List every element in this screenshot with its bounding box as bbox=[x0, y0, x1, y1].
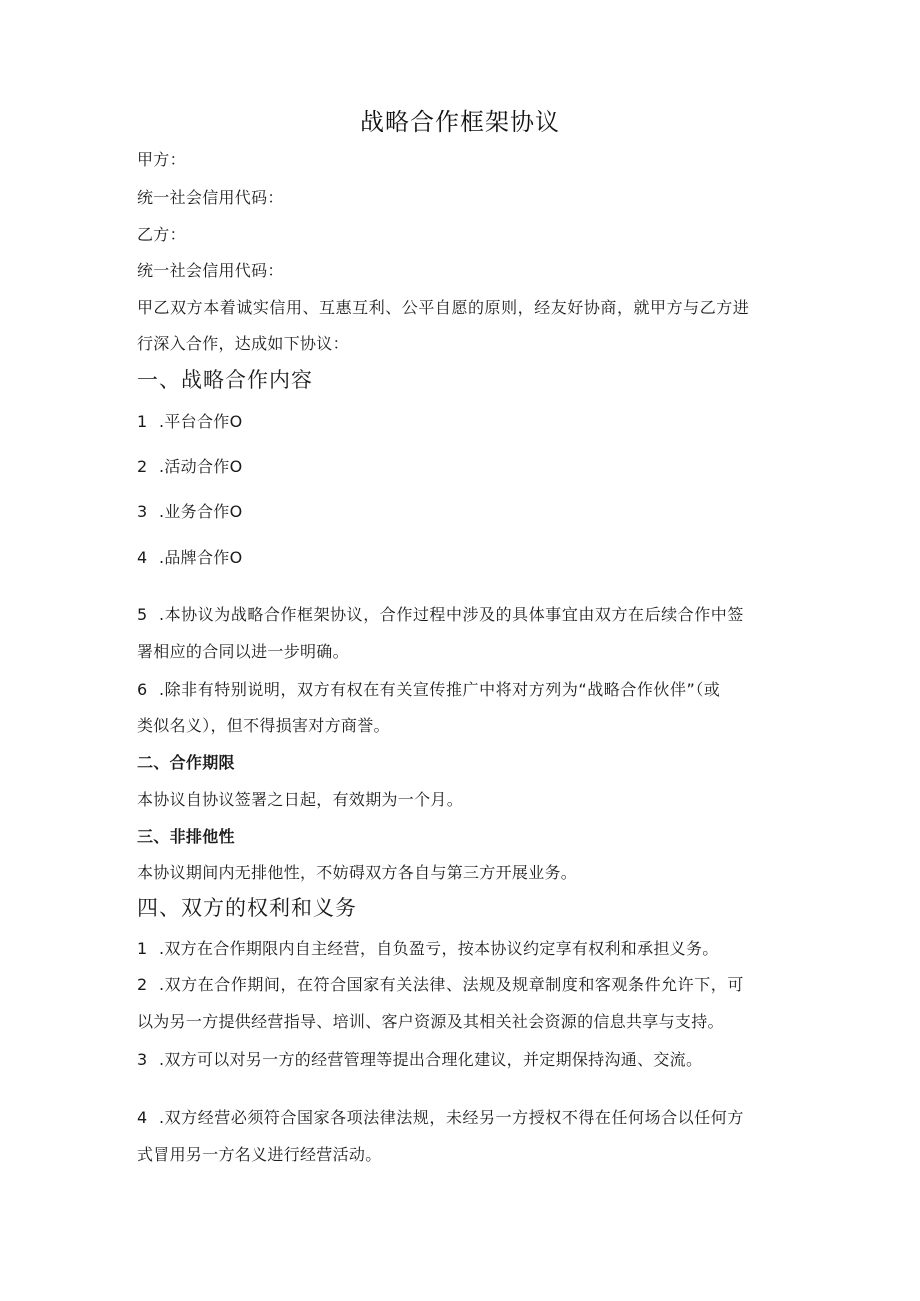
list-item-number: 3 bbox=[137, 1050, 148, 1069]
party-b-credit-code: 统一社会信用代码： bbox=[137, 261, 284, 280]
list-item bbox=[137, 410, 770, 434]
section-3-heading: 三、非排他性 bbox=[137, 827, 235, 846]
list-item-number: 2 bbox=[137, 457, 148, 476]
rights-item-2-line-2: 以为另一方提供经营指导、培训、客户资源及其相关社会资源的信息共享与支持。 bbox=[137, 1012, 724, 1031]
list-item-number: 6 bbox=[137, 680, 148, 699]
list-item-text: .品牌合作O bbox=[159, 548, 243, 567]
intro-line-2: 行深入合作，达成如下协议： bbox=[137, 334, 349, 353]
rights-item-3 bbox=[137, 1048, 770, 1072]
list-item-number: 4 bbox=[137, 548, 148, 567]
clause-6-line-1 bbox=[137, 678, 770, 702]
list-item bbox=[137, 500, 770, 524]
list-item bbox=[137, 455, 770, 479]
party-b-label: 乙方： bbox=[137, 225, 186, 244]
intro-line-1: 甲乙双方本着诚实信用、互惠互利、公平自愿的原则，经友好协商，就甲方与乙方进 bbox=[137, 298, 750, 317]
list-item-number: 1 bbox=[137, 939, 148, 958]
rights-item-2-line-1 bbox=[137, 973, 770, 997]
list-item-number: 2 bbox=[137, 975, 148, 994]
rights-item-1 bbox=[137, 937, 770, 961]
party-a-credit-code: 统一社会信用代码： bbox=[137, 188, 284, 207]
clause-5-line-2: 署相应的合同以进一步明确。 bbox=[137, 642, 349, 661]
clause-5-line-1 bbox=[137, 603, 770, 627]
list-item-number: 3 bbox=[137, 502, 148, 521]
list-item-text: .双方可以对另一方的经营管理等提出合理化建议，并定期保持沟通、交流。 bbox=[159, 1050, 703, 1069]
rights-item-4-line-1 bbox=[137, 1106, 770, 1130]
list-item-text: .业务合作O bbox=[159, 502, 243, 521]
rights-item-4-line-2: 式冒用另一方名义进行经营活动。 bbox=[137, 1145, 382, 1164]
section-1-heading: 一、战略合作内容 bbox=[137, 368, 313, 392]
list-item-text: .双方经营必须符合国家各项法律法规，未经另一方授权不得在任何场合以任何方 bbox=[159, 1108, 744, 1127]
party-a-label: 甲方： bbox=[137, 150, 186, 169]
list-item-number: 1 bbox=[137, 412, 148, 431]
section-2-heading: 二、合作期限 bbox=[137, 753, 235, 772]
list-item-text: .本协议为战略合作框架协议，合作过程中涉及的具体事宜由双方在后续合作中签 bbox=[159, 605, 744, 624]
list-item-text: .除非有特别说明，双方有权在有关宣传推广中将对方列为“战略合作伙伴”（或 bbox=[159, 680, 721, 699]
list-item-text: .双方在合作期限内自主经营，自负盈亏，按本协议约定享有权利和承担义务。 bbox=[159, 939, 719, 958]
section-3-text: 本协议期间内无排他性，不妨碍双方各自与第三方开展业务。 bbox=[137, 863, 578, 882]
list-item-number: 4 bbox=[137, 1108, 148, 1127]
list-item-text: .活动合作O bbox=[159, 457, 243, 476]
list-item-text: .双方在合作期间，在符合国家有关法律、法规及规章制度和客观条件允许下，可 bbox=[159, 975, 744, 994]
list-item-text: .平台合作O bbox=[159, 412, 243, 431]
list-item bbox=[137, 546, 770, 570]
clause-6-line-2: 类似名义），但不得损害对方商誉。 bbox=[137, 716, 390, 735]
document-title: 战略合作框架协议 bbox=[360, 108, 560, 136]
section-4-heading: 四、双方的权利和义务 bbox=[137, 896, 357, 920]
section-2-text: 本协议自协议签署之日起，有效期为一个月。 bbox=[137, 790, 464, 809]
list-item-number: 5 bbox=[137, 605, 148, 624]
